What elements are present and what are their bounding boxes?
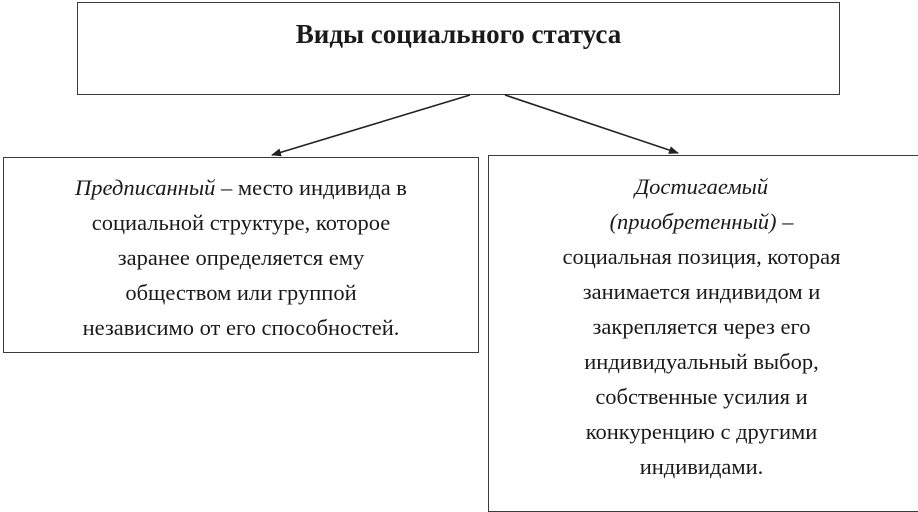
diagram-title: Виды социального статуса: [295, 19, 622, 49]
achieved-term: Достигаемый: [634, 174, 769, 199]
ascribed-line-3: заранее определяется ему: [117, 245, 365, 270]
achieved-dash: –: [776, 209, 794, 234]
achieved-line-4: занимается индивидом и: [582, 279, 821, 304]
ascribed-line-5: независимо от его способностей.: [82, 315, 400, 340]
achieved-line-3: социальная позиция, которая: [562, 244, 841, 269]
ascribed-dash: –: [215, 175, 233, 200]
achieved-line-8: конкуренцию с другими: [585, 419, 818, 444]
arrow-to-achieved: [505, 95, 678, 153]
arrow-to-ascribed: [272, 95, 470, 155]
ascribed-status-description: [4, 158, 478, 345]
achieved-line-7: собственные усилия и: [595, 384, 808, 409]
achieved-status-box: [488, 155, 918, 512]
ascribed-term: Предписанный: [75, 175, 216, 200]
achieved-term-alt: (приобретенный): [609, 209, 777, 234]
ascribed-line-4: обществом или группой: [125, 280, 357, 305]
achieved-status-description: [485, 156, 918, 484]
achieved-line-5: закрепляется через его: [592, 314, 811, 339]
ascribed-line-1-rest: место индивида в: [232, 175, 407, 200]
ascribed-line-2: социальной структуре, которое: [91, 210, 391, 235]
ascribed-status-box: [3, 157, 479, 353]
title-box: [77, 2, 840, 95]
achieved-line-2: [485, 204, 918, 239]
achieved-line-6: индивидуальный выбор,: [584, 349, 819, 374]
achieved-line-9: индивидами.: [639, 454, 764, 479]
ascribed-line-1: [4, 170, 478, 205]
